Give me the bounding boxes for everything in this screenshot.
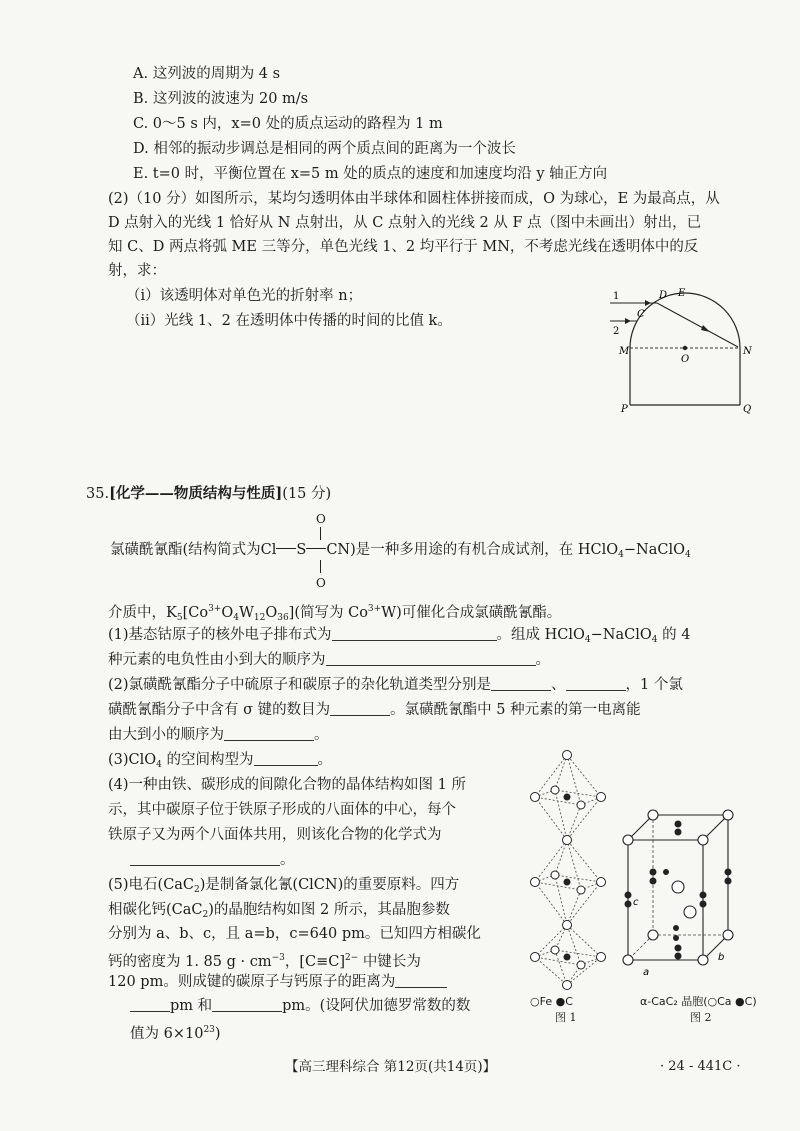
formula-cl: Cl <box>260 542 277 558</box>
formula-o-bottom: O <box>316 576 326 590</box>
q2-line-4: 射，求： <box>108 263 166 279</box>
figure-2-cac2-unit-cell <box>618 800 788 985</box>
answer-blank[interactable] <box>332 626 497 641</box>
q2-line-3: 知 C、D 两点将弧 ME 三等分，单色光线 1、2 均平行于 MN，不考虑光线在透明体中的反 <box>108 239 699 255</box>
ray-1-refracted-arrow-icon <box>701 325 710 332</box>
ray-2-arrow-icon <box>625 318 631 324</box>
label-m: M <box>619 346 630 357</box>
center-point-o <box>683 346 687 350</box>
label-ray1: 1 <box>613 291 620 302</box>
answer-blank[interactable] <box>130 851 280 866</box>
q2-line-1: (2)（10 分）如图所示，某均匀透明体由半球体和圆柱体拼接而成，O 为球心，E 为最高点，从 <box>108 191 720 207</box>
formula-bond-top <box>320 527 322 540</box>
medium-line: 介质中，$K_5[Co^{3+}O_4W_{12}O_{36}]$(简写为 $Co^{3+}W$)可催化合成氯磺酰氰酯。 <box>108 604 562 623</box>
q5-line-5: 120 pm。则成键的碳原子与钙原子的距离为 <box>108 972 447 992</box>
option-e: E. t=0 时，平衡位置在 x=5 m 处的质点的速度和加速度均沿 y 轴正方向 <box>133 166 608 182</box>
answer-blank[interactable] <box>212 997 282 1012</box>
label-a-axis: a <box>643 967 650 978</box>
q1-line-2: 种元素的电负性由小到大的顺序为 。 <box>108 652 550 668</box>
label-o: O <box>681 354 690 365</box>
option-c: C. 0～5 s 内，x=0 处的质点运动的路程为 1 m <box>133 116 443 132</box>
label-c-axis: c <box>633 897 639 908</box>
section-title: [化学——物质结构与性质] <box>109 485 283 502</box>
option-d: D. 相邻的振动步调总是相同的两个质点间的距离为一个波长 <box>133 141 516 157</box>
q2-sub-i: （ⅰ）该透明体对单色光的折射率 n； <box>126 288 363 304</box>
q5-line-1: (5)电石(CaC$_2$)是制备氯化氰(ClCN)的重要原料。四方 <box>108 877 460 895</box>
fig1-caption: 图 1 <box>555 1011 577 1024</box>
option-a: A. 这列波的周期为 4 s <box>133 66 281 82</box>
q3-line: (3)ClO$_4$ 的空间构型为 。 <box>108 752 333 770</box>
label-ray2: 2 <box>613 326 620 337</box>
answer-blank[interactable] <box>130 997 170 1012</box>
q2-chem-line-1: (2)氯磺酰氰酯分子中硫原子和碳原子的杂化轨道类型分别是 、 ，1 个氯 <box>108 677 683 693</box>
formula-s: S <box>296 542 307 558</box>
answer-blank[interactable] <box>330 701 390 716</box>
q1-line-1: (1)基态钴原子的核外电子排布式为 。组成 HClO$_4$−NaClO$_4$ 的 4 <box>108 627 691 645</box>
label-n: N <box>743 346 752 357</box>
formula-o-top: O <box>316 512 326 526</box>
label-e: E <box>678 288 686 299</box>
q5-line-2: 相碳化钙(CaC$_2$)的晶胞结构如图 2 所示，其晶胞参数 <box>108 902 450 920</box>
label-d: D <box>659 290 668 301</box>
answer-blank[interactable] <box>395 973 447 988</box>
q4-line-2: 示，其中碳原子位于铁原子形成的八面体的中心，每个 <box>108 802 456 818</box>
label-q: Q <box>743 404 752 415</box>
question-number: 35. <box>86 486 110 502</box>
q2-chem-line-3: 由大到小的顺序为 。 <box>108 727 329 743</box>
fig2-legend: α-CaC₂ 晶胞(○Ca ●C) <box>640 995 757 1008</box>
formula-cn: CN) <box>326 542 356 558</box>
label-p: P <box>621 404 628 415</box>
section-score: (15 分) <box>282 486 332 502</box>
answer-blank[interactable] <box>326 651 536 666</box>
q5-line-4: 钙的密度为 1. 85 $g \cdot cm^{-3}$，$[C\equiv C]^{2-}$ 中键长为 <box>108 953 421 970</box>
answer-blank[interactable] <box>566 676 626 691</box>
label-b-axis: b <box>718 952 725 963</box>
intro-line: 氯磺酰氰酯(结构简式为Cl S CN)是一种多用途的有机合成试剂，在 HClO$_4$−NaClO$_4$ <box>110 542 691 560</box>
page-code: · 24 - 441C · <box>660 1059 741 1074</box>
q4-line-3: 铁原子又为两个八面体共用，则该化合物的化学式为 <box>108 827 442 843</box>
q4-line-4: 。 <box>130 850 295 870</box>
fig1-legend: ○Fe ●C <box>530 995 573 1008</box>
q4-line-1: (4)一种由铁、碳形成的间隙化合物的晶体结构如图 1 所 <box>108 777 466 793</box>
q5-line-3: 分别为 a、b、c，且 a=b，c=640 pm。已知四方相碳化 <box>108 926 481 942</box>
answer-blank[interactable] <box>254 751 318 766</box>
q5-line-7: 值为 $6\times 10^{23}$) <box>130 1025 221 1042</box>
fig2-caption: 图 2 <box>690 1011 712 1024</box>
q2-line-2: D 点射入的光线 1 恰好从 N 点射出，从 C 点射入的光线 2 从 F 点（图中未画出）射出，已 <box>108 215 702 231</box>
q2-chem-line-2: 磺酰氰酯分子中含有 σ 键的数目为 。氯磺酰氰酯中 5 种元素的第一电离能 <box>108 702 641 718</box>
ray-1-refracted <box>657 303 738 347</box>
optics-figure <box>605 282 780 422</box>
q2-sub-ii: （ⅱ）光线 1、2 在透明体中传播的时间的比值 k。 <box>126 313 452 329</box>
chem-header <box>86 484 331 504</box>
label-c: C <box>637 309 645 320</box>
answer-blank[interactable] <box>224 726 314 741</box>
answer-blank[interactable] <box>491 676 551 691</box>
formula-bond-bottom <box>320 560 322 573</box>
q5-line-6: pm 和 pm。(设阿伏加德罗常数的数 <box>130 996 470 1016</box>
option-b: B. 这列波的波速为 20 m/s <box>133 91 309 107</box>
figure-1-fe-c-structure <box>515 745 620 995</box>
page-footer: 【高三理科综合 第12页(共14页)】 <box>285 1059 497 1075</box>
